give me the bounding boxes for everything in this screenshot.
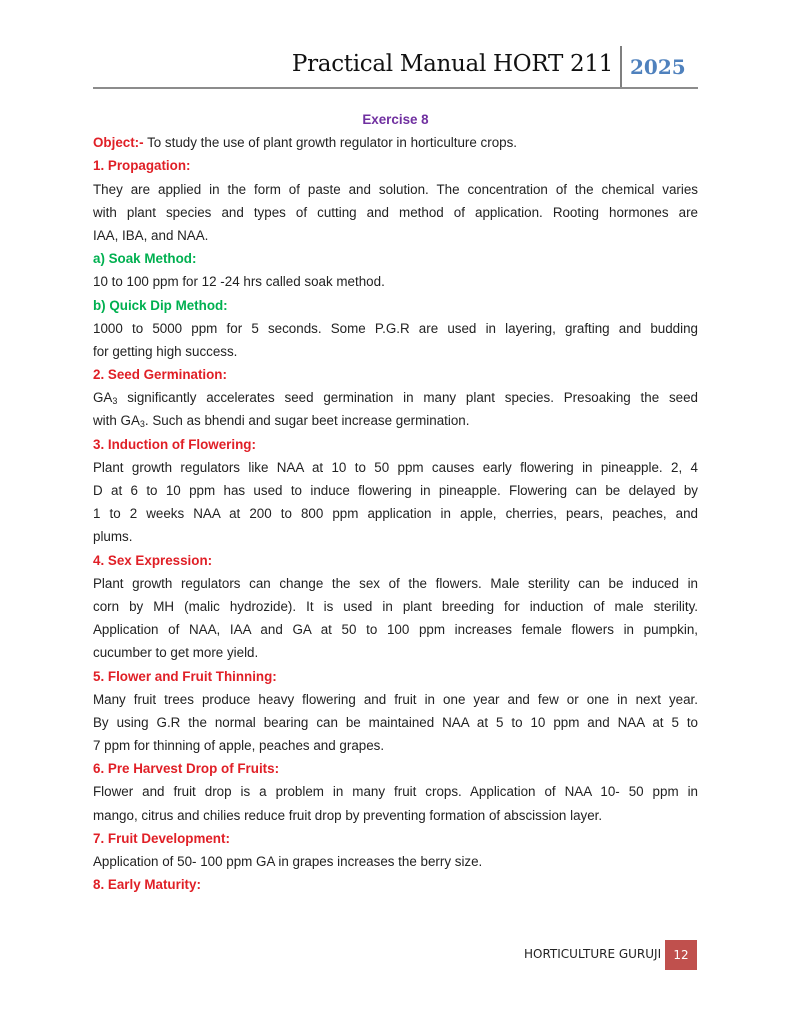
object-line (93, 131, 698, 154)
paragraph-line: D at 6 to 10 ppm has used to induce flowering in pineapple. Flowering can be delayed by (93, 483, 698, 498)
subsection-heading: a) Soak Method: (93, 251, 197, 267)
subsection-heading: b) Quick Dip Method: (93, 297, 228, 313)
header-title: Practical Manual HORT 211 (291, 51, 613, 77)
header-year: 2025 (630, 55, 686, 79)
paragraph-line: 1000 to 5000 ppm for 5 seconds. Some P.G.R are used in layering, grafting and budding (93, 320, 698, 336)
paragraph-line: They are applied in the form of paste and solution. The concentration of the chemical varies (93, 181, 698, 197)
section-heading: 6. Pre Harvest Drop of Fruits: (93, 761, 280, 777)
paragraph-line: 7 ppm for thinning of apple, peaches and grapes. (93, 738, 385, 754)
text-run: with GA (93, 413, 140, 429)
exercise-title: Exercise 8 (362, 112, 429, 127)
object-label: Object:- (93, 135, 144, 151)
paragraph-line: Application of 50- 100 ppm GA in grapes increases the berry size. (93, 854, 483, 869)
section-heading: 3. Induction of Flowering: (93, 436, 256, 452)
paragraph-line (93, 386, 698, 409)
subscript: 3 (112, 396, 118, 407)
text-run: GA (93, 390, 113, 406)
paragraph-line: By using G.R the normal bearing can be maintained NAA at 5 to 10 ppm and NAA at 5 to (93, 714, 698, 730)
footer-text: HORTICULTURE GURUJI (524, 947, 662, 961)
subscript: 3 (139, 419, 145, 430)
object-text: To study the use of plant growth regulator in horticulture crops. (143, 135, 518, 151)
paragraph-line: 1 to 2 weeks NAA at 200 to 800 ppm application in apple, cherries, pears, peaches, and (93, 506, 698, 522)
paragraph-line: Plant growth regulators can change the sex of the flowers. Male sterility can be induced in (93, 575, 698, 591)
section-heading: 2. Seed Germination: (93, 367, 227, 383)
text-run: . Such as bhendi and sugar beet increase germination. (144, 413, 470, 429)
header-rule (93, 87, 698, 89)
paragraph-line: 10 to 100 ppm for 12 -24 hrs called soak method. (93, 274, 385, 290)
paragraph-line: cucumber to get more yield. (93, 645, 259, 661)
paragraph-line: for getting high success. (93, 343, 238, 359)
page-header (93, 46, 698, 88)
paragraph-line (93, 409, 698, 432)
text-run: significantly accelerates seed germination in many plant species. Presoaking the seed (117, 390, 698, 406)
section-heading: 1. Propagation: (93, 158, 191, 174)
page-number-badge: 12 (665, 940, 697, 970)
page-content (93, 108, 698, 896)
paragraph-line: IAA, IBA, and NAA. (93, 227, 209, 243)
paragraph-line: with plant species and types of cutting and method of application. Rooting hormones are (93, 204, 698, 220)
paragraph-line: mango, citrus and chilies reduce fruit drop by preventing formation of abscission layer. (93, 807, 603, 823)
section-heading: 8. Early Maturity: (93, 877, 201, 893)
paragraph-line: Plant growth regulators like NAA at 10 to 50 ppm causes early flowering in pineapple. 2, 4 (93, 459, 698, 475)
section-heading: 7. Fruit Development: (93, 830, 230, 846)
section-heading: 5. Flower and Fruit Thinning: (93, 668, 277, 684)
header-divider (620, 46, 622, 88)
section-heading: 4. Sex Expression: (93, 552, 213, 568)
paragraph-line: corn by MH (malic hydrozide). It is used in plant breeding for induction of male sterility. (93, 598, 698, 614)
paragraph-line: Flower and fruit drop is a problem in many fruit crops. Application of NAA 10- 50 ppm in (93, 784, 698, 800)
paragraph-line: plums. (93, 529, 133, 545)
paragraph-line: Many fruit trees produce heavy flowering and fruit in one year and few or one in next year. (93, 691, 698, 707)
paragraph-line: Application of NAA, IAA and GA at 50 to 100 ppm increases female flowers in pumpkin, (93, 622, 698, 638)
